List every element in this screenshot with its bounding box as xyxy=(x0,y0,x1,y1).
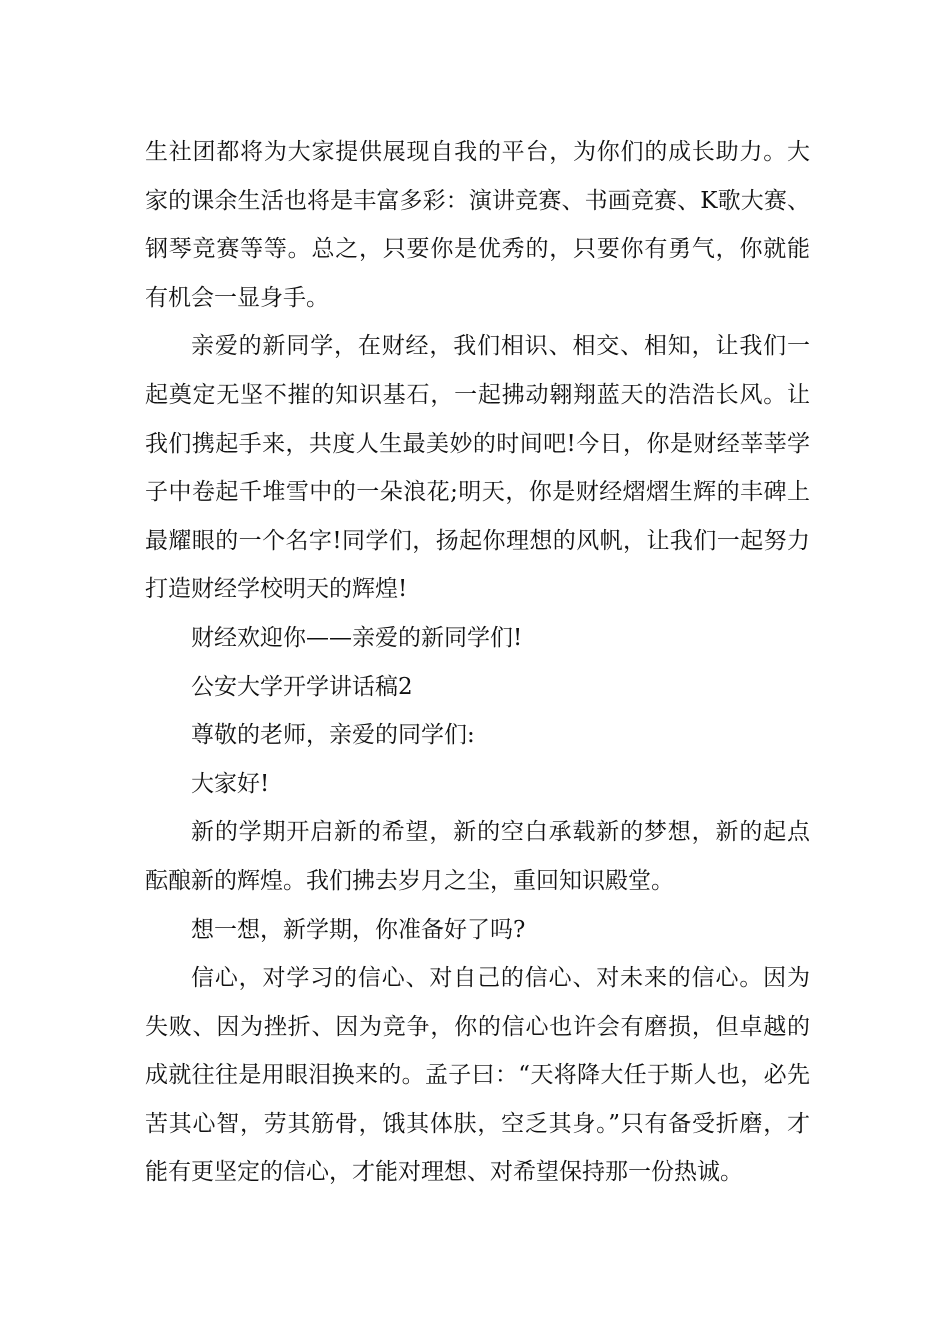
paragraph-question: 想一想，新学期，你准备好了吗? xyxy=(191,916,526,943)
greeting: 大家好! xyxy=(191,770,270,797)
paragraph-welcome: 财经欢迎你——亲爱的新同学们! xyxy=(191,624,523,651)
speech-title: 公安大学开学讲话稿2 xyxy=(191,673,413,700)
paragraph-continuation: 生社团都将为大家提供展现自我的平台，为你们的成长助力。大家的课余生活也将是丰富多彩：演讲竞赛、书画竞赛、K歌大赛、钢琴竞赛等等。总之，只要你是优秀的，只要你有勇气，你就能有机会一显身手。 xyxy=(145,139,810,311)
paragraph-new-students: 亲爱的新同学，在财经，我们相识、相交、相知，让我们一起奠定无坚不摧的知识基石，一起拂动翱翔蓝天的浩浩长风。让我们携起手来，共度人生最美妙的时间吧!今日，你是财经莘莘学子中卷起千堆雪中的一朵浪花;明天，你是财经熠熠生辉的丰碑上最耀眼的一个名字!同学们，扬起你理想的风帆，让我们一起努力打造财经学校明天的辉煌! xyxy=(145,333,810,603)
document-body xyxy=(145,128,810,1197)
paragraph-new-semester: 新的学期开启新的希望，新的空白承载新的梦想，新的起点酝酿新的辉煌。我们拂去岁月之尘，重回知识殿堂。 xyxy=(145,819,810,894)
paragraph-confidence: 信心，对学习的信心、对自己的信心、对未来的信心。因为失败、因为挫折、因为竞争，你的信心也许会有磨损，但卓越的成就往往是用眼泪换来的。孟子曰：“天将降大任于斯人也，必先苦其心智，劳其筋骨，饿其体肤，空乏其身。”只有备受折磨，才能有更坚定的信心，才能对理想、对希望保持那一份热诚。 xyxy=(145,965,810,1186)
salutation: 尊敬的老师，亲爱的同学们: xyxy=(191,722,475,749)
